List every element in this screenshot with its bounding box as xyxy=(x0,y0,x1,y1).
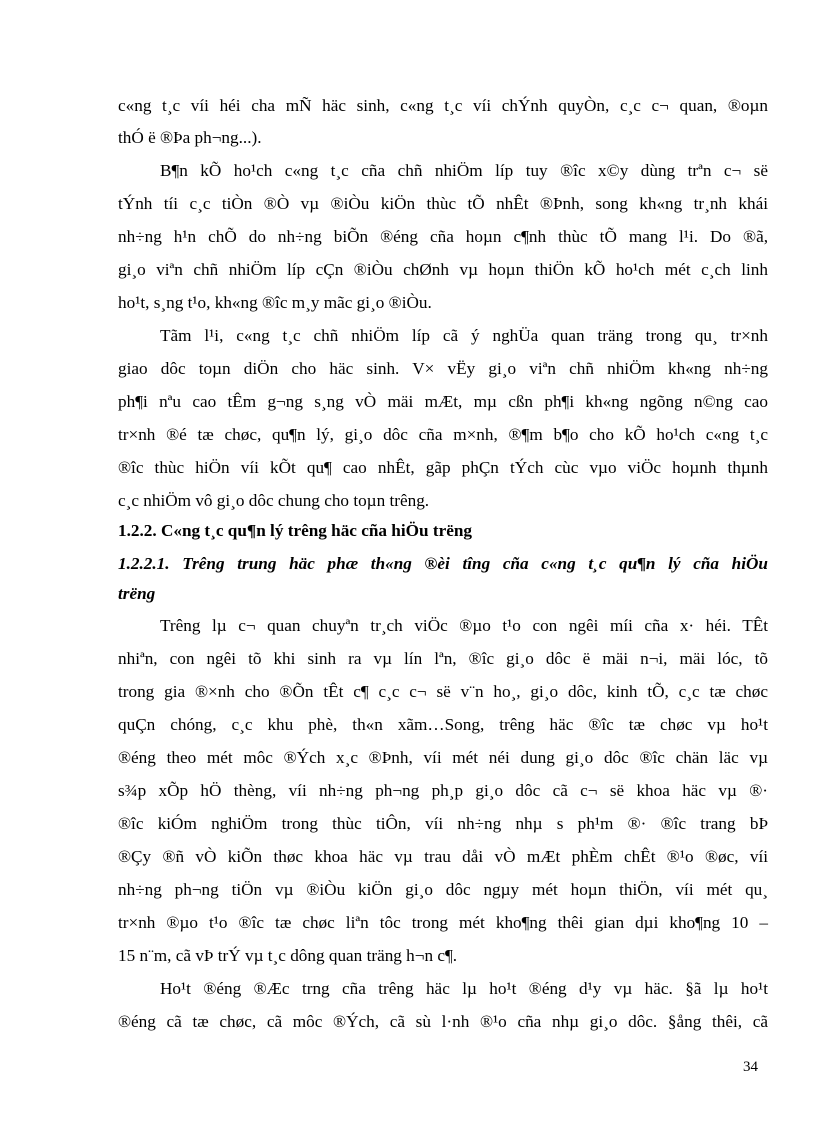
text-line: tÝnh tíi c¸c tiÒn ®Ò vµ ®iÒu kiÖn thùc tÕ nhÊt ®Þnh, song kh«ng tr¸nh khái xyxy=(118,194,768,213)
text-line: Tãm l¹i, c«ng t¸c chñ nhiÖm líp cã ý nghÜa quan träng trong qu¸ tr×nh xyxy=(160,326,768,345)
text-line: trong gia ®×nh cho ®Õn tÊt c¶ c¸c c¬ së v¨n ho¸, gi¸o dôc, kinh tÕ, c¸c tæ chøc xyxy=(118,682,768,701)
text-line: 15 n¨m, cã vÞ trÝ vµ t¸c dông quan träng h¬n c¶. xyxy=(118,946,458,965)
text-line: nh÷ng h¹n chÕ do nh÷ng biÕn ®éng cña hoµn c¶nh thùc tÕ mang l¹i. Do ®ã, xyxy=(118,227,768,246)
subsection-heading-continued: trëng xyxy=(118,584,156,603)
text-line: giao dôc toµn diÖn cho häc sinh. V× vËy gi¸o viªn chñ nhiÖm kh«ng nh÷ng xyxy=(118,359,768,378)
subsection-heading: 1.2.2.1. Trêng trung häc phæ th«ng ®èi tîng cña c«ng t¸c qu¶n lý cña hiÖu xyxy=(118,554,768,573)
text-line: nh÷ng ph¬ng tiÖn vµ ®iÒu kiÖn gi¸o dôc ngµy mét hoµn thiÖn, víi mét qu¸ xyxy=(118,880,768,899)
text-line: nhiªn, con ngêi tõ khi sinh ra vµ lín lªn, ®îc gi¸o dôc ë mäi n¬i, mäi lóc, tõ xyxy=(118,649,768,668)
text-line: B¶n kÕ ho¹ch c«ng t¸c cña chñ nhiÖm líp tuy ®îc x©y dùng trªn c¬ së xyxy=(160,161,768,180)
text-line: ph¶i nªu cao tÊm g¬ng s¸ng vÒ mäi mÆt, mµ cßn ph¶i kh«ng ngõng n©ng cao xyxy=(118,392,768,411)
text-line: gi¸o viªn chñ nhiÖm líp cÇn ®iÒu chØnh vµ hoµn thiÖn kÕ ho¹ch mét c¸ch linh xyxy=(118,260,768,279)
text-line: thÓ ë ®Þa ph¬ng...). xyxy=(118,128,262,147)
text-line: ®éng theo mét môc ®Ých x¸c ®Þnh, víi mét néi dung gi¸o dôc ®îc chän läc vµ xyxy=(118,748,768,767)
text-line: ho¹t, s¸ng t¹o, kh«ng ®îc m¸y mãc gi¸o ®iÒu. xyxy=(118,293,432,312)
text-line: ®éng cã tæ chøc, cã môc ®Ých, cã sù l·nh ®¹o cña nhµ gi¸o dôc. §ång thêi, cã xyxy=(118,1012,768,1031)
text-line: c¸c nhiÖm vô gi¸o dôc chung cho toµn trêng. xyxy=(118,491,430,510)
text-line: ®Çy ®ñ vÒ kiÕn thøc khoa häc vµ trau dåi vÒ mÆt phÈm chÊt ®¹o ®øc, víi xyxy=(118,847,768,866)
text-line: tr×nh ®é tæ chøc, qu¶n lý, gi¸o dôc cña m×nh, ®¶m b¶o cho kÕ ho¹ch c«ng t¸c xyxy=(118,425,768,444)
text-line: c«ng t¸c víi héi cha mÑ häc sinh, c«ng t¸c víi chÝnh quyÒn, c¸c c¬ quan, ®oµn xyxy=(118,96,768,115)
text-line: s¾p xÕp hÖ thèng, víi nh÷ng ph¬ng ph¸p gi¸o dôc cã c¬ së khoa häc vµ ®· xyxy=(118,781,768,800)
page-number: 34 xyxy=(743,1059,758,1075)
section-heading: 1.2.2. C«ng t¸c qu¶n lý trêng häc cña hiÖu trëng xyxy=(118,521,472,540)
text-line: tr×nh ®µo t¹o ®îc tæ chøc liªn tôc trong mét kho¶ng thêi gian dµi kho¶ng 10 – xyxy=(118,913,768,932)
text-line: quÇn chóng, c¸c khu phè, th«n xãm…Song, trêng häc ®îc tæ chøc vµ ho¹t xyxy=(118,715,768,734)
text-line: ®îc thùc hiÖn víi kÕt qu¶ cao nhÊt, gãp phÇn tÝch cùc vµo viÖc hoµnh thµnh xyxy=(118,458,768,477)
text-line: Ho¹t ®éng ®Æc trng cña trêng häc lµ ho¹t ®éng d¹y vµ häc. §ã lµ ho¹t xyxy=(160,979,768,998)
text-line: ®îc kiÓm nghiÖm trong thùc tiÔn, víi nh÷ng nhµ s ph¹m ®· ®îc trang bÞ xyxy=(118,814,768,833)
text-line: Trêng lµ c¬ quan chuyªn tr¸ch viÖc ®µo t¹o con ngêi míi cña x· héi. TÊt xyxy=(160,616,768,635)
